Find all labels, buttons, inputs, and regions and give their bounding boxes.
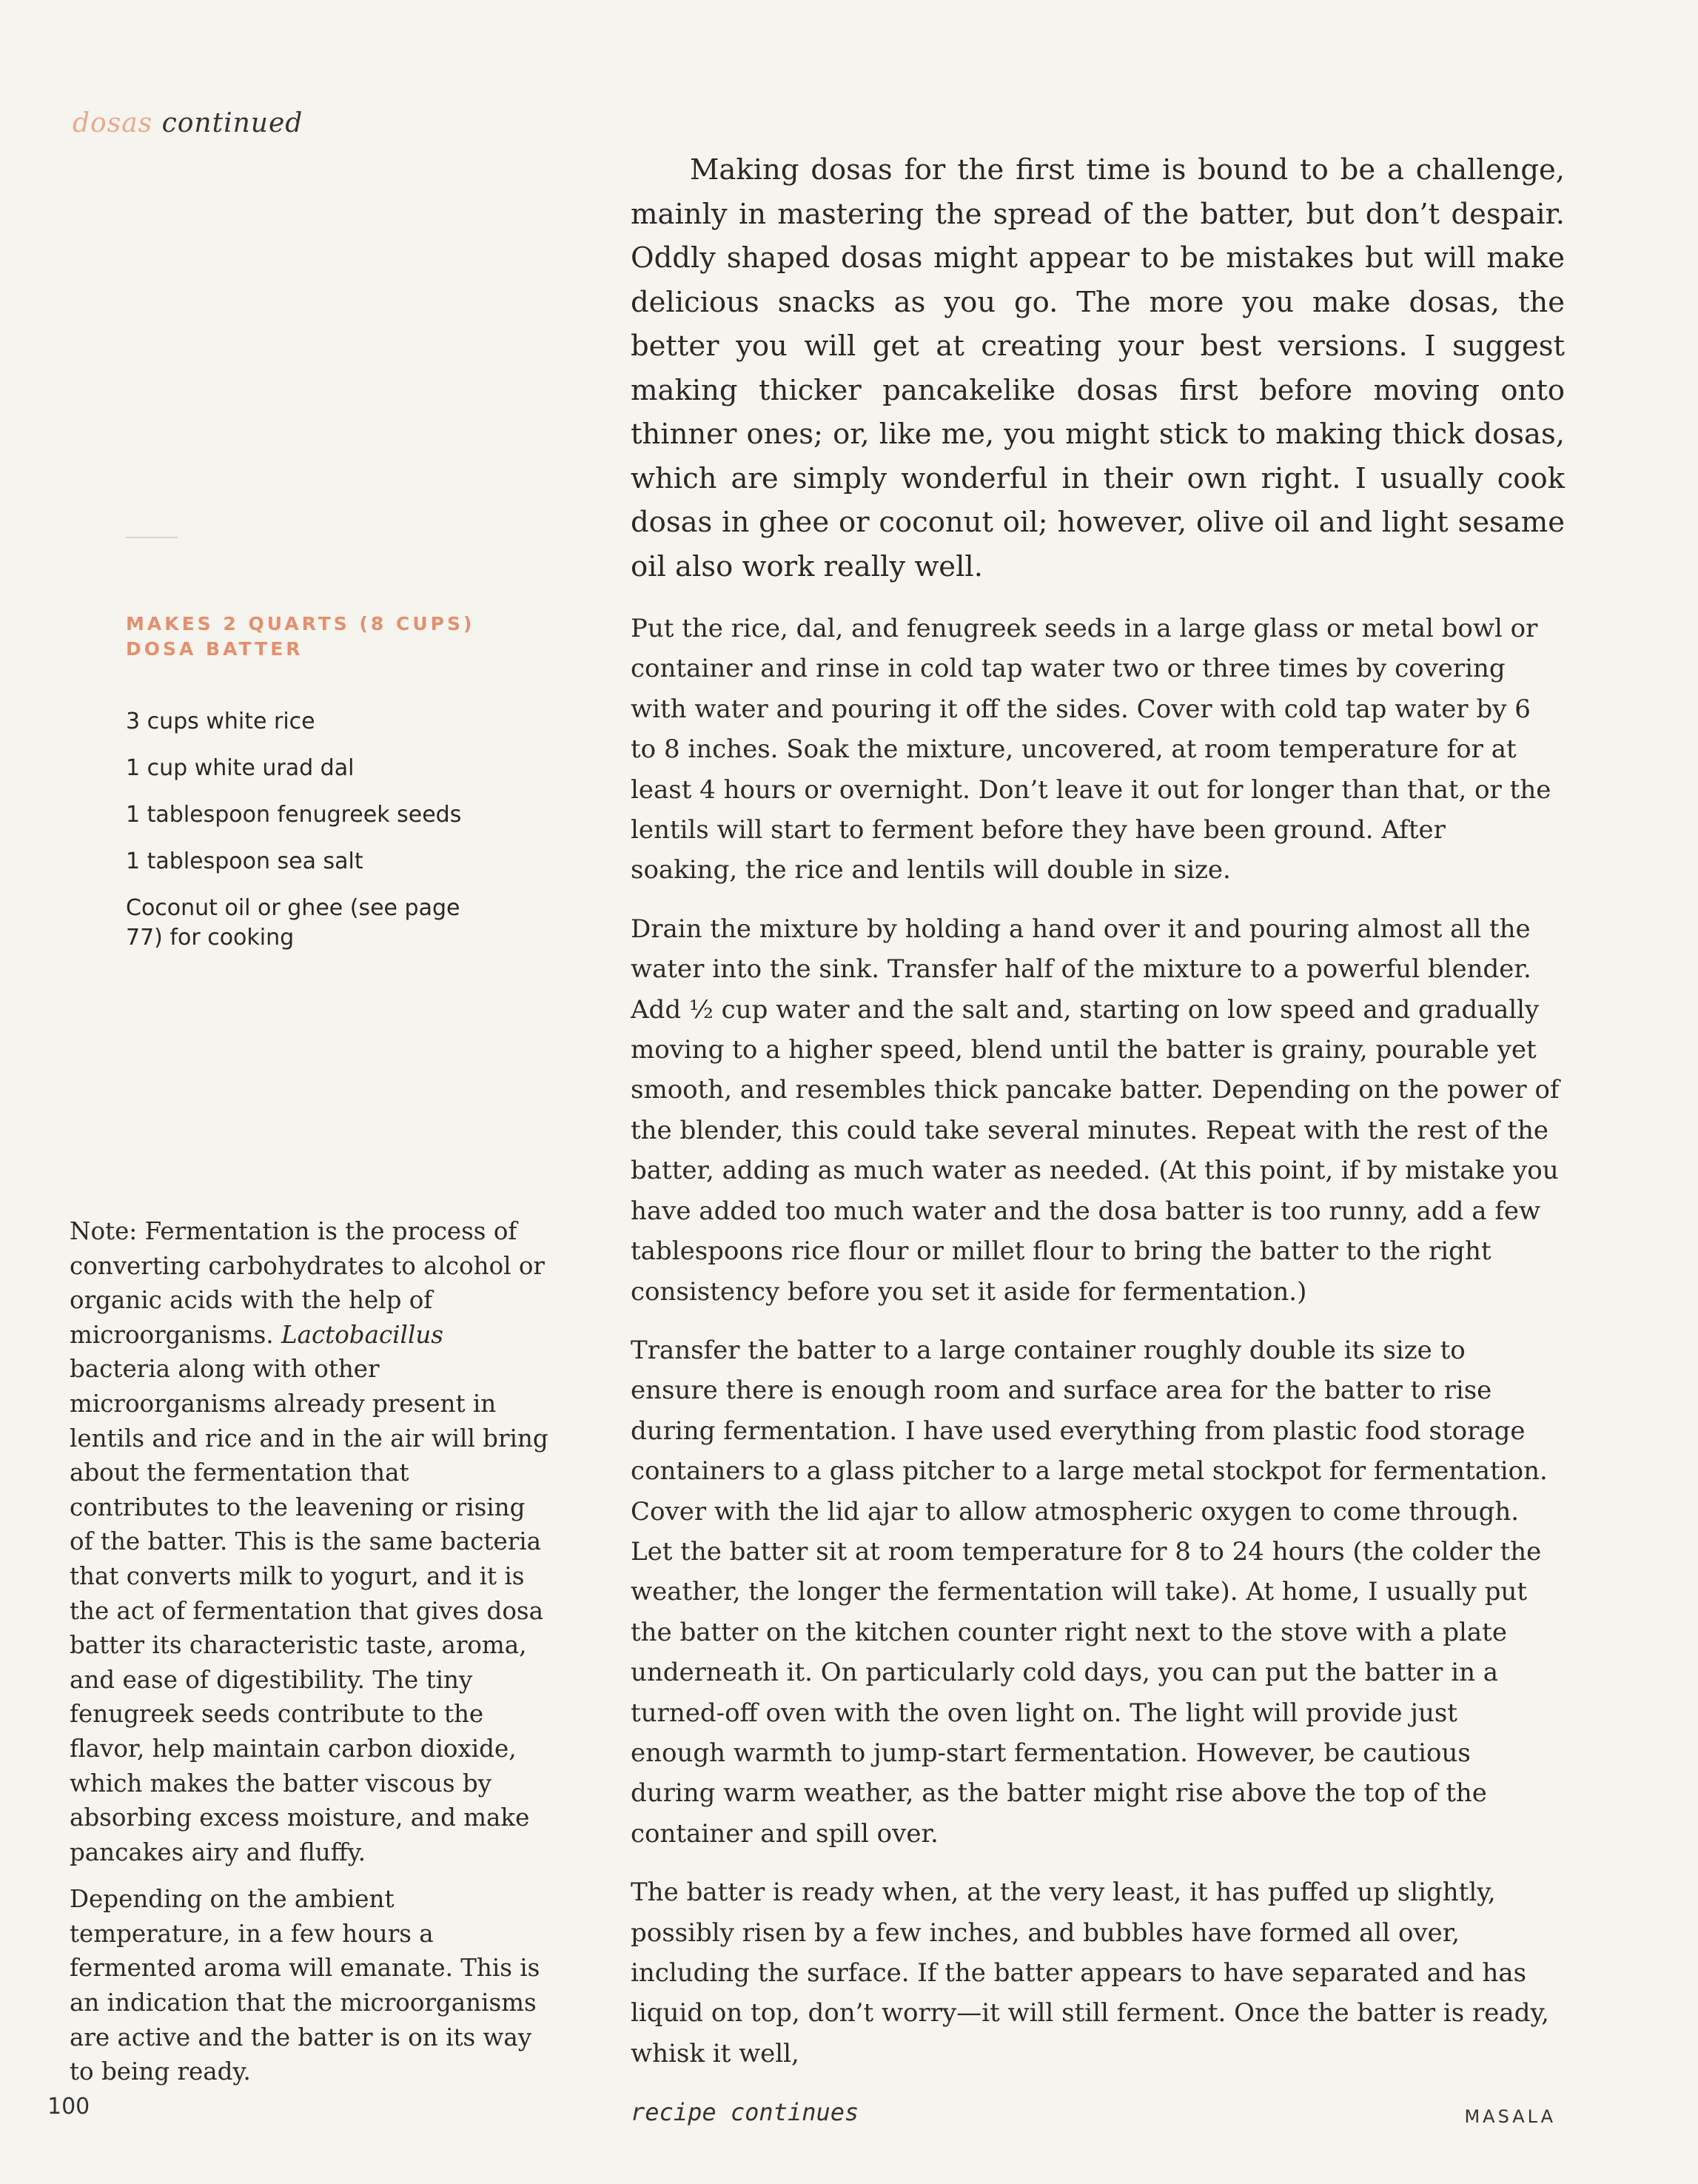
method-step: Drain the mixture by holding a hand over it and pouring almost all the water into the sink. Transfer half of the mixture to a powerful blender. Add ½ cup water and the salt and, starting on low speed and gradually moving to a higher speed, blend until the batter is grainy, pourable yet smooth, and resembles thick pancake batter. Depending on the power of the blender, this could take several minutes. Repeat with the rest of the batter, adding as much water as needed. (At this point, if by mistake you have added too much water and the dosa batter is too runny, add a few tablespoons rice flour or millet flour to bring the batter to the right consistency before you set it aside for fermentation.): [631, 914, 1560, 1307]
section-divider: [126, 537, 178, 538]
running-head-title: dosas: [73, 108, 153, 138]
recipe-continues-label: recipe continues: [631, 2098, 859, 2127]
ingredient-item: Coconut oil or ghee (see page 77) for cooking: [126, 895, 460, 951]
running-head: [73, 108, 303, 138]
method-steps: [631, 609, 1560, 2133]
fermentation-note: [70, 1214, 551, 2102]
note-paragraph-2: Depending on the ambient temperature, in a few hours a fermented aroma will emanate. This is an indication that the microorganisms are active and the batter is on its way to being ready.: [70, 1885, 540, 2086]
note-paragraph-1: [70, 1214, 551, 1869]
ingredient-list: [126, 707, 540, 970]
note-text-before: Note: Fermentation is the process of converting carbohydrates to alcohol or organic acids with the help of microorganisms.: [70, 1217, 545, 1349]
recipe-yield: [126, 612, 474, 662]
method-step: Put the rice, dal, and fenugreek seeds in a large glass or metal bowl or container and rinse in cold tap water two or three times by covering with water and pouring it off the sides. Cover with cold tap water by 6 to 8 inches. Soak the mixture, uncovered, at room temperature for at least 4 hours or overnight. Don’t leave it out for longer than that, or the lentils will start to ferment before they have been ground. After soaking, the rice and lentils will double in size.: [631, 614, 1551, 885]
note-italic-term: Lactobacillus: [281, 1320, 443, 1349]
ingredient-item: 1 tablespoon fenugreek seeds: [126, 802, 462, 828]
note-text-after: bacteria along with other microorganisms already present in lentils and rice and in the air will bring about the fermentation that contributes to the leavening or rising of the batter. This is the same bacteria that converts milk to yogurt, and it is the act of fermentation that gives dosa batter its characteristic taste, aroma, and ease of digestibility. The tiny fenugreek seeds contribute to the flavor, help maintain carbon dioxide, which makes the batter viscous by absorbing excess moisture, and make pancakes airy and fluffy.: [70, 1355, 548, 1866]
ingredient-item: 1 cup white urad dal: [126, 755, 355, 781]
yield-line-1: MAKES 2 QUARTS (8 CUPS): [126, 613, 475, 634]
method-step: Transfer the batter to a large container roughly double its size to ensure there is enough room and surface area for the batter to rise during fermentation. I have used everything from plastic food storage containers to a glass pitcher to a large metal stockpot for fermentation. Cover with the lid ajar to allow atmospheric oxygen to come through. Let the batter sit at room temperature for 8 to 24 hours (the colder the weather, the longer the fermentation will take). At home, I usually put the batter on the kitchen counter right next to the stove with a plate underneath it. On particularly cold days, you can put the batter in a turned-off oven with the oven light on. The light will provide just enough warmth to jump-start fermentation. However, be cautious during warm weather, as the batter might rise above the top of the container and spill over.: [631, 1335, 1548, 1849]
intro-paragraph: Making dosas for the first time is bound to be a challenge, mainly in mastering the spread of the batter, but don’t despair. Oddly shaped dosas might appear to be mistakes but will make delicious snacks as you go. The more you make dosas, the better you will get at creating your best versions. I suggest making thicker pancakelike dosas first before moving onto thinner ones; or, like me, you might stick to making thick dosas, which are simply wonderful in their own right. I usually cook dosas in ghee or coconut oil; however, olive oil and light sesame oil also work really well.: [631, 153, 1565, 583]
ingredient-item: 1 tablespoon sea salt: [126, 848, 363, 874]
running-head-suffix: continued: [161, 108, 303, 138]
yield-line-2: DOSA BATTER: [126, 638, 303, 660]
page-number: 100: [47, 2094, 90, 2120]
intro-paragraph-block: [631, 148, 1565, 589]
book-title: MASALA: [1464, 2106, 1556, 2127]
method-step: The batter is ready when, at the very least, it has puffed up slightly, possibly risen by a few inches, and bubbles have formed all over, including the surface. If the batter appears to have separated and has liquid on top, don’t worry—it will still ferment. Once the batter is ready, whisk it well,: [631, 1877, 1549, 2069]
ingredient-item: 3 cups white rice: [126, 709, 315, 734]
